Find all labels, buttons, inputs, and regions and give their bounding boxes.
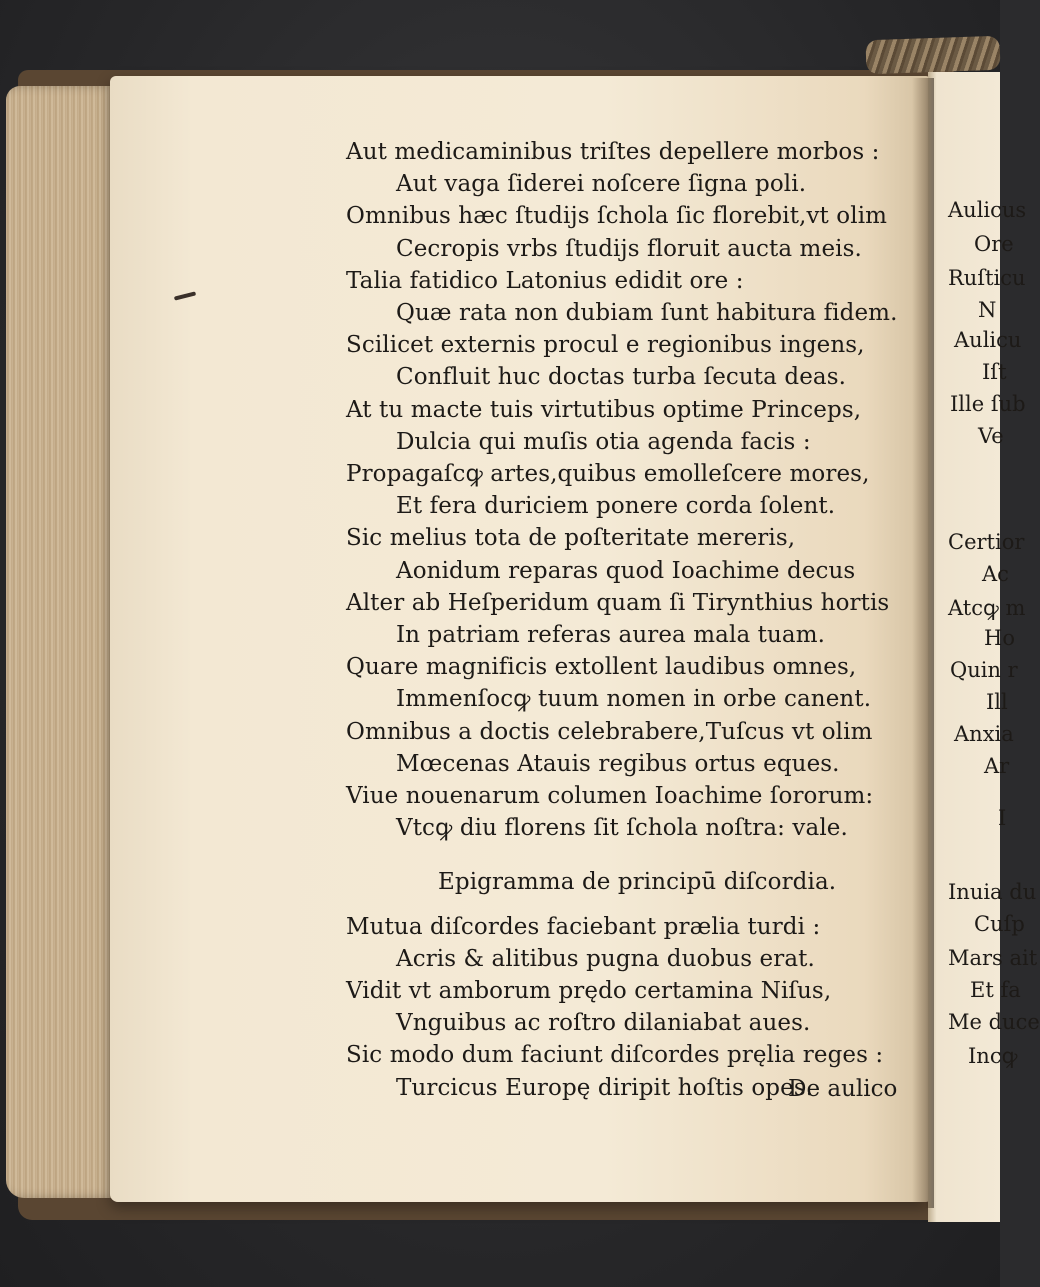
facing-page-fragment: Aulicu bbox=[954, 328, 1022, 352]
page-edges bbox=[6, 86, 118, 1198]
facing-page-fragment: Incꝙ bbox=[968, 1044, 1018, 1068]
verse-line: In patriam referas aurea mala tuam. bbox=[396, 622, 826, 649]
verse-line: Sic melius tota de poſteritate mereris, bbox=[346, 525, 796, 552]
verse-line: Cecropis vrbs ſtudijs floruit aucta meis. bbox=[396, 235, 862, 262]
facing-page-fragment: Ve bbox=[978, 424, 1004, 448]
verse-line: Immenſocꝙ tuum nomen in orbe canent. bbox=[396, 686, 872, 713]
gutter-shadow bbox=[912, 78, 934, 1208]
verse-line: Aut vaga ſiderei noſcere ſigna poli. bbox=[396, 171, 807, 198]
facing-page-fragment: Mars ait bbox=[948, 946, 1038, 970]
verse-line: At tu macte tuis virtutibus optime Princeps, bbox=[346, 396, 862, 423]
verse-line: Acris & alitibus pugna duobus erat. bbox=[396, 945, 815, 972]
facing-page-fragment: Ac bbox=[982, 562, 1009, 586]
facing-page-fragment: Ill bbox=[986, 690, 1008, 714]
verse-line: Et fera duriciem ponere corda ſolent. bbox=[396, 493, 836, 520]
facing-page-fragment: Cuſp bbox=[974, 912, 1025, 936]
facing-page-fragment: Ar bbox=[984, 754, 1010, 778]
verse-line: Aonidum reparas quod Ioachime decus bbox=[396, 557, 856, 584]
verse-line: Sic modo dum faciunt diſcordes pręlia reges : bbox=[346, 1042, 884, 1069]
verse-line: Confluit huc doctas turba ſecuta deas. bbox=[396, 364, 847, 391]
facing-page-fragment: Inuia du bbox=[948, 880, 1037, 904]
verse-line: Talia fatidico Latonius edidit ore : bbox=[346, 267, 744, 294]
epigram-verses bbox=[346, 911, 906, 1104]
verse-line: Quare magnificis extollent laudibus omnes, bbox=[346, 654, 857, 681]
catchword: De aulico bbox=[788, 1076, 898, 1102]
verse-line: Propagaſcꝙ artes,quibus emolleſcere mores, bbox=[346, 461, 870, 488]
verse-line: Vnguibus ac roſtro dilaniabat aues. bbox=[396, 1010, 811, 1037]
facing-page-fragment: Me duce bbox=[948, 1010, 1040, 1034]
facing-page-fragment: Ruſticu bbox=[948, 266, 1026, 290]
facing-page-fragment: Iſt bbox=[982, 360, 1007, 384]
facing-page-fragment: Certior bbox=[948, 530, 1025, 554]
verse-line: Scilicet externis procul e regionibus ingens, bbox=[346, 332, 865, 359]
verse-line: Omnibus a doctis celebrabere,Tuſcus vt olim bbox=[346, 718, 873, 745]
facing-page-fragment: Quin r bbox=[950, 658, 1018, 682]
epigram-heading: Epigramma de principū diſcordia. bbox=[438, 869, 837, 896]
poem-verses bbox=[346, 136, 906, 844]
facing-page-fragment: Et fa bbox=[970, 978, 1021, 1002]
ribbon-bookmark bbox=[865, 36, 1000, 75]
verse-line: Dulcia qui muſis otia agenda facis : bbox=[396, 428, 811, 455]
verse-line: Alter ab Heſperidum quam ſi Tirynthius hortis bbox=[346, 589, 890, 616]
verse-line: Turcicus Europę diripit hoſtis opes. bbox=[396, 1074, 814, 1101]
facing-page-fragment: Ho bbox=[984, 626, 1015, 650]
facing-page-fragment: I bbox=[998, 806, 1007, 830]
verse-line: Vtcꝙ diu florens ſit ſchola noſtra: vale. bbox=[396, 815, 848, 842]
verse-line: Mutua diſcordes faciebant prælia turdi : bbox=[346, 913, 821, 940]
verse-line: Quæ rata non dubiam ſunt habitura fidem. bbox=[396, 300, 898, 327]
verse-line: Vidit vt amborum prędo certamina Niſus, bbox=[346, 978, 832, 1005]
facing-page-fragment: Anxia bbox=[954, 722, 1014, 746]
verse-line: Aut medicaminibus triſtes depellere morbos : bbox=[346, 139, 880, 165]
poem-text bbox=[346, 136, 906, 1104]
verse-line: Omnibus hæc ſtudijs ſchola ſic florebit,vt olim bbox=[346, 203, 888, 230]
facing-page-fragment: Atcꝙ m bbox=[948, 596, 1026, 620]
facing-page-fragment: N bbox=[978, 298, 997, 322]
facing-page-fragment: Aulicus bbox=[948, 198, 1027, 222]
facing-page-fragment: Ore bbox=[974, 232, 1014, 256]
facing-page-fragment: Ille ſub bbox=[950, 392, 1026, 416]
verse-line: Viue nouenarum columen Ioachime ſororum: bbox=[346, 783, 874, 810]
verse-line: Mœcenas Atauis regibus ortus eques. bbox=[396, 750, 840, 777]
